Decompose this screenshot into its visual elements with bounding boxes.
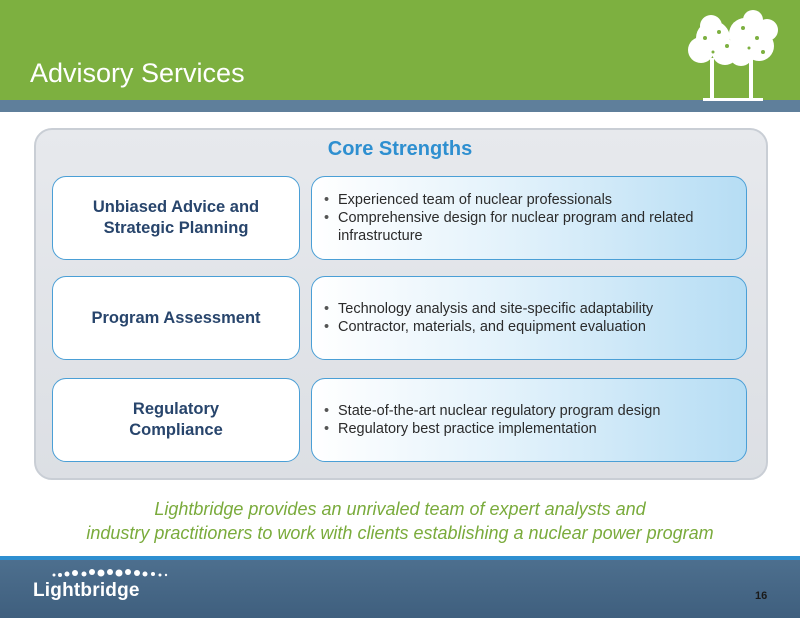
bullet-item: • Regulatory best practice implementation [322, 420, 736, 438]
strength-details-box [311, 378, 747, 462]
strength-label: Program Assessment [91, 308, 261, 327]
strength-label-box [52, 276, 300, 360]
page-number: 16 [755, 590, 768, 602]
tagline-line-1: Lightbridge provides an unrivaled team of expert analysts and [154, 499, 646, 519]
strength-label: Regulatory Compliance [129, 400, 223, 439]
bullet-item: • Technology analysis and site-specific adaptability [322, 300, 736, 318]
strength-label-box [52, 176, 300, 260]
bullet-item: • Experienced team of nuclear professionals [322, 191, 736, 209]
strength-details-box [311, 276, 747, 360]
tagline-line-2: industry practitioners to work with clients establishing a nuclear power program [86, 523, 714, 543]
panel-title: Core Strengths [327, 138, 473, 160]
company-logo: Lightbridge [33, 580, 140, 601]
slide-title: Advisory Services [30, 58, 245, 88]
header-stripe [0, 100, 800, 112]
strength-label-box [52, 378, 300, 462]
bullet-item: • Comprehensive design for nuclear program and related infrastructure [322, 209, 736, 245]
strength-label: Unbiased Advice and Strategic Planning [92, 198, 260, 237]
dots-icon [50, 567, 180, 579]
bullet-item: • Contractor, materials, and equipment evaluation [322, 318, 736, 336]
strength-details-box [311, 176, 747, 260]
trees-icon [683, 8, 783, 103]
bullet-item: • State-of-the-art nuclear regulatory program design [322, 402, 736, 420]
